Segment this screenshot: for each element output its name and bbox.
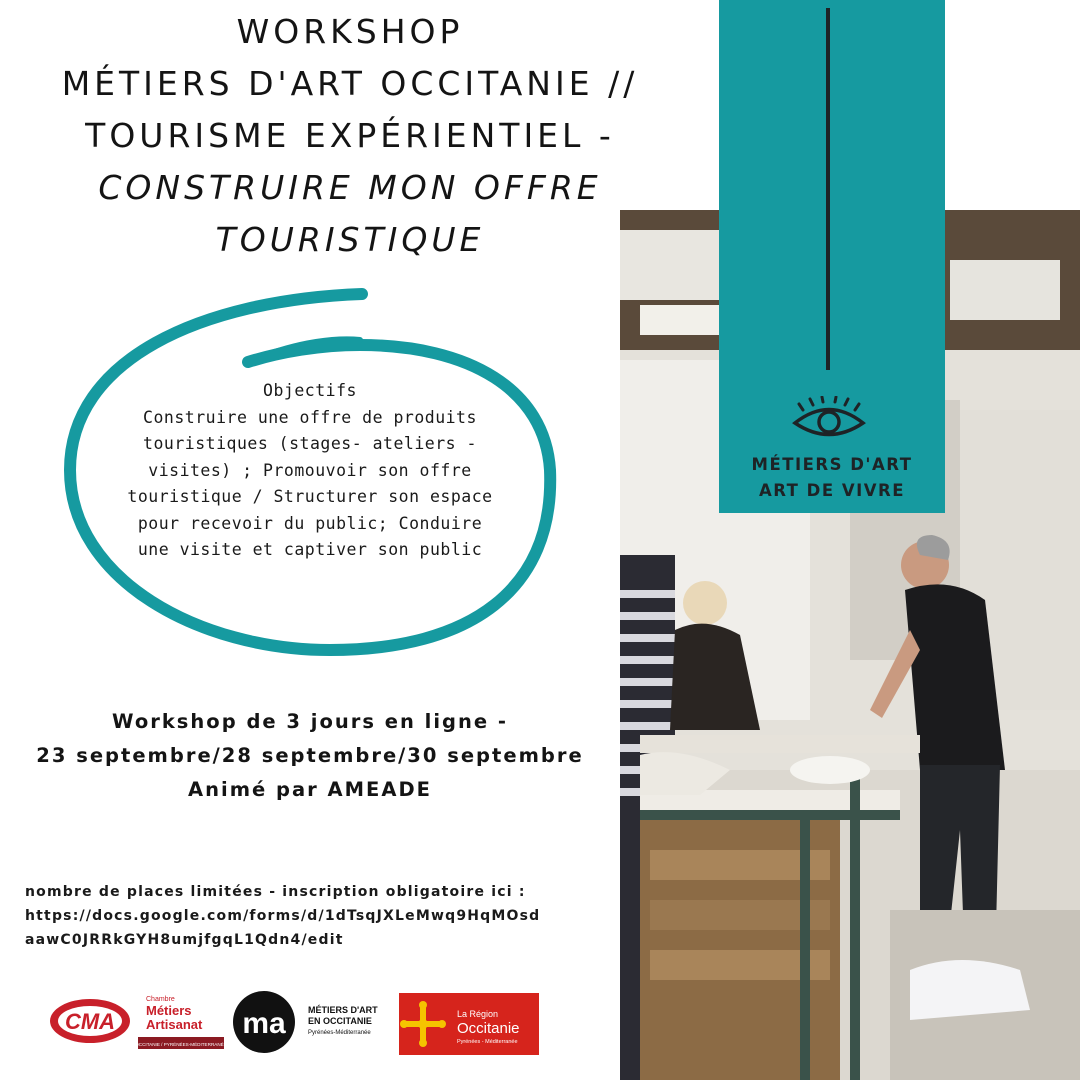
ma-line-3: Pyrénées-Méditerranée	[308, 1030, 371, 1036]
workshop-host: Animé par AMEADE	[188, 778, 432, 801]
ma-line-1: MÉTIERS D'ART	[308, 1005, 378, 1015]
region-line-3: Pyrénées - Méditerranée	[457, 1039, 518, 1045]
workshop-duration: Workshop de 3 jours en ligne -	[112, 710, 508, 733]
signup-info	[25, 880, 625, 952]
workshop-details	[0, 705, 620, 807]
partner-logos	[0, 985, 620, 1065]
signup-link-part-2[interactable]: aawC0JRRkGYH8umjfgqL1Qdn4/edit	[25, 932, 344, 948]
region-line-1: La Région	[457, 1009, 499, 1019]
panel-line-1: MÉTIERS D'ART	[751, 455, 913, 474]
cma-logo	[48, 991, 228, 1053]
objectives-block	[100, 378, 520, 564]
panel-tagline	[719, 452, 945, 504]
title-line-3: TOURISME EXPÉRIENTIEL -	[85, 116, 615, 155]
title-line-1: WORKSHOP	[236, 12, 464, 51]
objectives-line: visites) ; Promouvoir son offre	[148, 460, 472, 480]
objectives-swoosh	[0, 0, 620, 680]
title-line-5: TOURISTIQUE	[215, 220, 485, 259]
eye-icon	[791, 396, 867, 442]
vertical-divider	[826, 8, 830, 370]
panel-line-2: ART DE VIVRE	[758, 481, 906, 500]
workshop-dates: 23 septembre/28 septembre/30 septembre	[36, 744, 584, 767]
objectives-line: pour recevoir du public; Conduire	[137, 513, 483, 533]
objectives-line: touristique / Structurer son espace	[127, 487, 493, 506]
ma-line-2: EN OCCITANIE	[308, 1016, 372, 1026]
region-occitanie-logo	[399, 993, 539, 1055]
title-line-2: MÉTIERS D'ART OCCITANIE //	[61, 64, 639, 103]
ma-mark: ma	[242, 1007, 286, 1040]
cma-line-4: OCCITANIE / PYRÉNÉES-MÉDITERRANÉE	[135, 1042, 227, 1047]
signup-note: nombre de places limitées - inscription obligatoire ici :	[25, 884, 526, 900]
cma-line-3: Artisanat	[146, 1017, 203, 1032]
objectives-heading: Objectifs	[263, 381, 357, 400]
cma-line-2: Métiers	[146, 1003, 192, 1018]
objectives-line: Construire une offre de produits	[143, 407, 477, 427]
objectives-line: touristiques (stages- ateliers -	[143, 434, 477, 453]
objectives-line: une visite et captiver son public	[137, 540, 483, 559]
cma-mark: CMA	[64, 1009, 116, 1034]
metiers-dart-logo	[232, 989, 382, 1055]
title-line-4: CONSTRUIRE MON OFFRE	[98, 168, 602, 207]
region-line-2: Occitanie	[457, 1020, 520, 1037]
cma-line-1: Chambre	[146, 996, 175, 1003]
signup-link-part-1[interactable]: https://docs.google.com/forms/d/1dTsqJXLeMwq9HqMOsd	[25, 908, 541, 924]
